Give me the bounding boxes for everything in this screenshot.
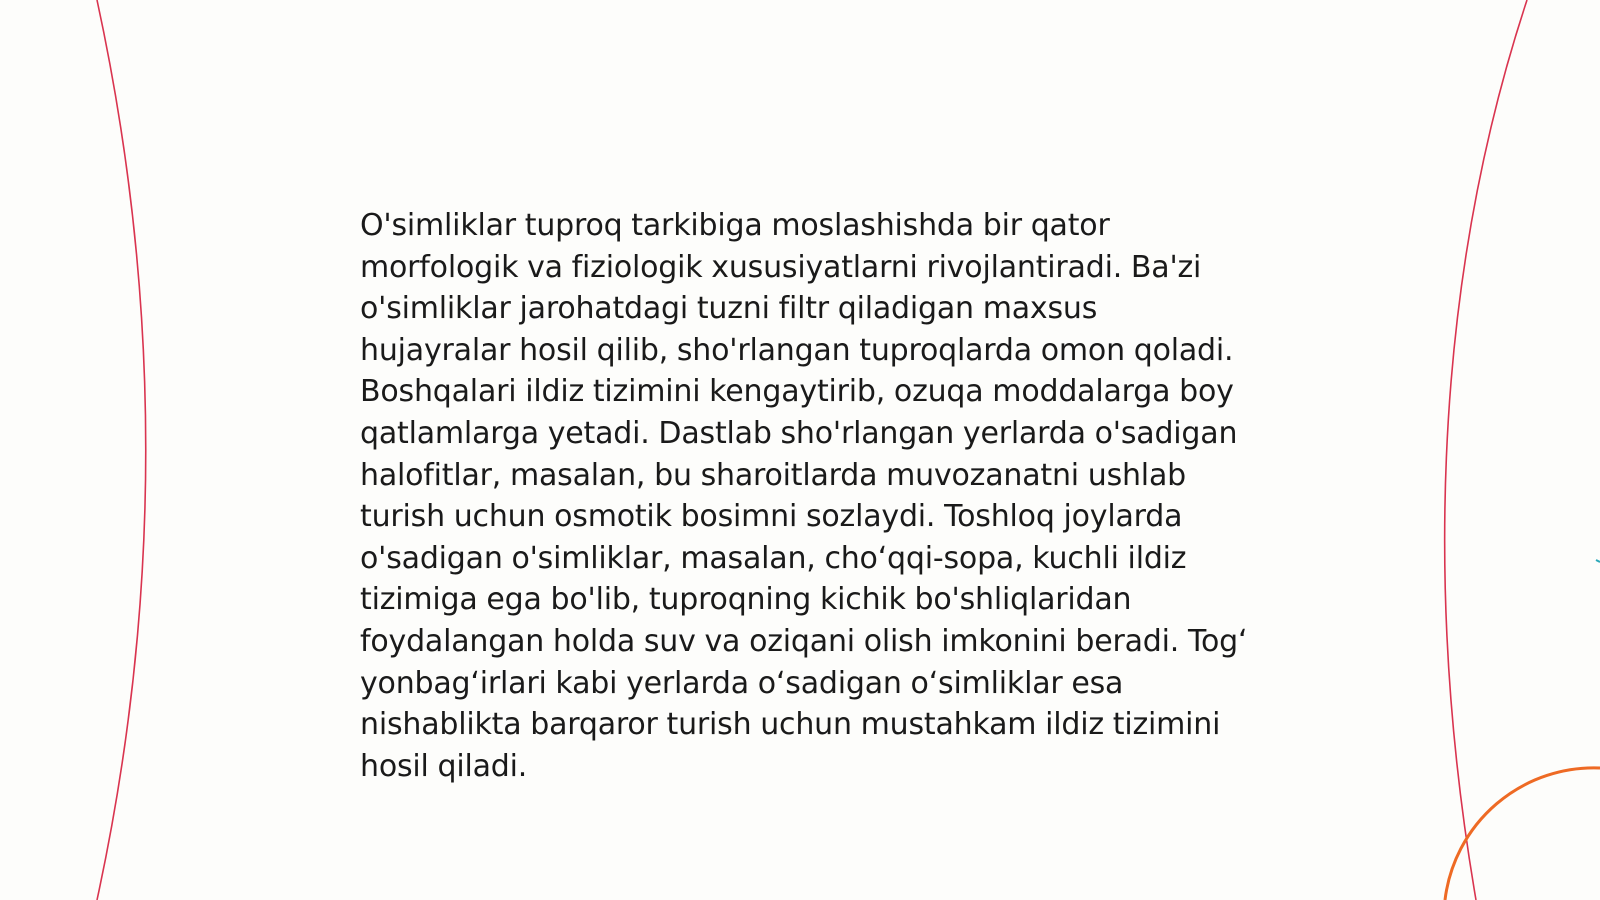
body-paragraph: O'simliklar tuproq tarkibiga moslashishda bir qator morfologik va fiziologik xususiyatlarni rivojlantiradi. Ba'zi o'simliklar jarohatdagi tuzni filtr qiladigan maxsus hujayralar hosil qilib, sho'rlangan tuproqlarda omon qoladi. Boshqalari ildiz tizimini kengaytirib, ozuqa moddalarga boy qatlamlarga yetadi. Dastlab sho'rlangan yerlarda o'sadigan halofitlar, masalan, bu sharoitlarda muvozanatni ushlab turish uchun osmotik bosimni sozlaydi. Toshloq joylarda o'sadigan o'simliklar, masalan, cho‘qqi-sopa, kuchli ildiz tizimiga ega bo'lib, tuproqning kichik bo'shliqlaridan foydalangan holda suv va oziqani olish imkonini beradi. Tog‘ yonbag‘irlari kabi yerlarda o‘sadigan o‘simliklar esa nishablikta barqaror turish uchun mustahkam ildiz tizimini hosil qiladi.	[360, 208, 1248, 784]
left-arc-line	[97, 0, 146, 900]
teal-accent-mark	[1596, 560, 1600, 562]
orange-circle-arc	[1445, 768, 1600, 900]
right-arc-line	[1445, 0, 1527, 900]
